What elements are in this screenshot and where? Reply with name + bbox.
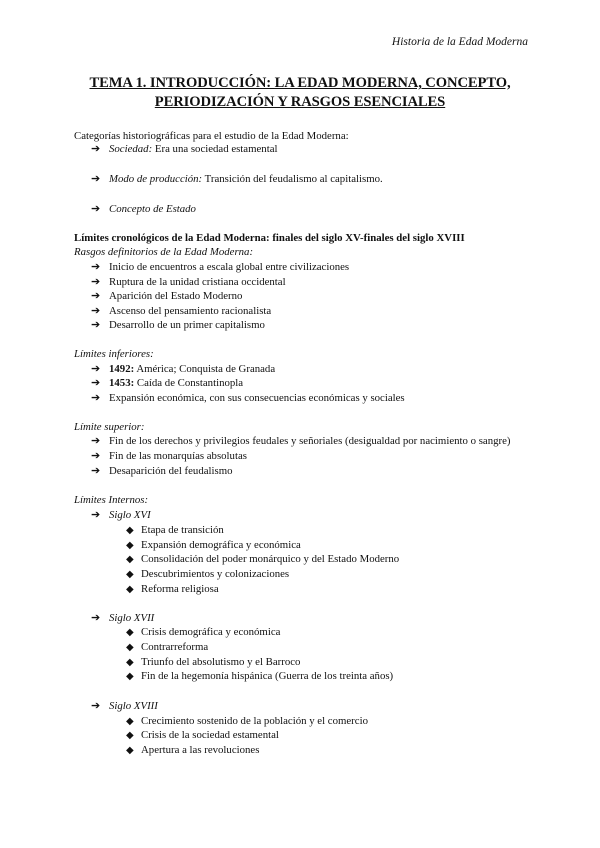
list-item: ➔ Desaparición del feudalismo [91,465,233,477]
diamond-bullet-icon: ◆ [126,569,134,580]
page-title [60,74,540,112]
list-item: ◆ Descubrimientos y colonizaciones [126,568,290,580]
arrow-right-icon: ➔ [91,276,101,288]
list-item: ➔ Ruptura de la unidad cristiana occidental [91,276,286,288]
arrow-right-icon: ➔ [91,363,101,375]
diamond-bullet-icon: ◆ [126,525,134,536]
list-item: ➔ Fin de las monarquías absolutas [91,450,247,462]
list-item: ➔ Ascenso del pensamiento racionalista [91,305,272,317]
list-item: ◆ Fin de la hegemonía hispánica (Guerra de los treinta años) [126,670,394,682]
categorias-intro: Categorías historiográficas para el estudio de la Edad Moderna: [74,130,349,142]
diamond-bullet-icon: ◆ [126,671,134,682]
list-item: ◆ Crecimiento sostenido de la población y el comercio [126,715,368,727]
arrow-right-icon: ➔ [91,319,101,331]
title-line-1: TEMA 1. INTRODUCCIÓN: LA EDAD MODERNA, CONCEPTO, [89,75,511,91]
list-item: ◆ Consolidación del poder monárquico y del Estado Moderno [126,553,400,565]
arrow-right-icon: ➔ [91,203,101,215]
list-item: ◆ Etapa de transición [126,524,224,536]
diamond-bullet-icon: ◆ [126,554,134,565]
list-item: ◆ Triunfo del absolutismo y el Barroco [126,656,301,668]
arrow-right-icon: ➔ [91,377,101,389]
list-item: ◆ Expansión demográfica y económica [126,539,301,551]
list-item: ◆ Reforma religiosa [126,583,219,595]
list-item: ◆ Contrarreforma [126,641,209,653]
arrow-right-icon: ➔ [91,261,101,273]
diamond-bullet-icon: ◆ [126,716,134,727]
running-header: Historia de la Edad Moderna [391,36,528,48]
list-item: ➔ Fin de los derechos y privilegios feudales y señoriales (desigualdad por nacimiento o sangre) [91,435,511,447]
list-item: ➔ 1492: América; Conquista de Granada [91,363,276,375]
list-item: ➔ Desarrollo de un primer capitalismo [91,319,265,331]
list-item: ➔ Sociedad: Era una sociedad estamental [91,143,278,155]
list-item: ➔ Expansión económica, con sus consecuencias económicas y sociales [91,392,405,404]
arrow-right-icon: ➔ [91,290,101,302]
siglo-xvii-heading: ➔ Siglo XVII [91,612,155,624]
title-line-2: PERIODIZACIÓN Y RASGOS ESENCIALES [154,94,446,110]
arrow-right-icon: ➔ [91,465,101,477]
arrow-right-icon: ➔ [91,392,101,404]
list-item: ➔ Aparición del Estado Moderno [91,290,243,302]
internos-heading: Límites Internos: [74,494,149,506]
arrow-right-icon: ➔ [91,435,101,447]
list-item: ◆ Crisis demográfica y económica [126,626,281,638]
arrow-right-icon: ➔ [91,173,101,185]
list-item: ◆ Crisis de la sociedad estamental [126,729,279,741]
diamond-bullet-icon: ◆ [126,730,134,741]
list-item: ➔ 1453: Caída de Constantinopla [91,377,244,389]
rasgos-heading: Rasgos definitorios de la Edad Moderna: [74,246,254,258]
list-item: ➔ Concepto de Estado [91,203,196,215]
arrow-right-icon: ➔ [91,509,101,521]
diamond-bullet-icon: ◆ [126,584,134,595]
arrow-right-icon: ➔ [91,700,101,712]
arrow-right-icon: ➔ [91,143,101,155]
arrow-right-icon: ➔ [91,612,101,624]
inferiores-heading: Límites inferiores: [74,348,154,360]
superior-heading: Límite superior: [74,421,145,433]
diamond-bullet-icon: ◆ [126,642,134,653]
limites-heading: Límites cronológicos de la Edad Moderna: finales del siglo XV-finales del siglo XVIII [74,232,465,244]
arrow-right-icon: ➔ [91,450,101,462]
diamond-bullet-icon: ◆ [126,657,134,668]
diamond-bullet-icon: ◆ [126,745,134,756]
list-item: ◆ Apertura a las revoluciones [126,744,260,756]
siglo-xviii-heading: ➔ Siglo XVIII [91,700,158,712]
arrow-right-icon: ➔ [91,305,101,317]
list-item: ➔ Inicio de encuentros a escala global entre civilizaciones [91,261,350,273]
diamond-bullet-icon: ◆ [126,540,134,551]
siglo-xvi-heading: ➔ Siglo XVI [91,509,151,521]
diamond-bullet-icon: ◆ [126,627,134,638]
list-item: ➔ Modo de producción: Transición del feudalismo al capitalismo. [91,173,383,185]
